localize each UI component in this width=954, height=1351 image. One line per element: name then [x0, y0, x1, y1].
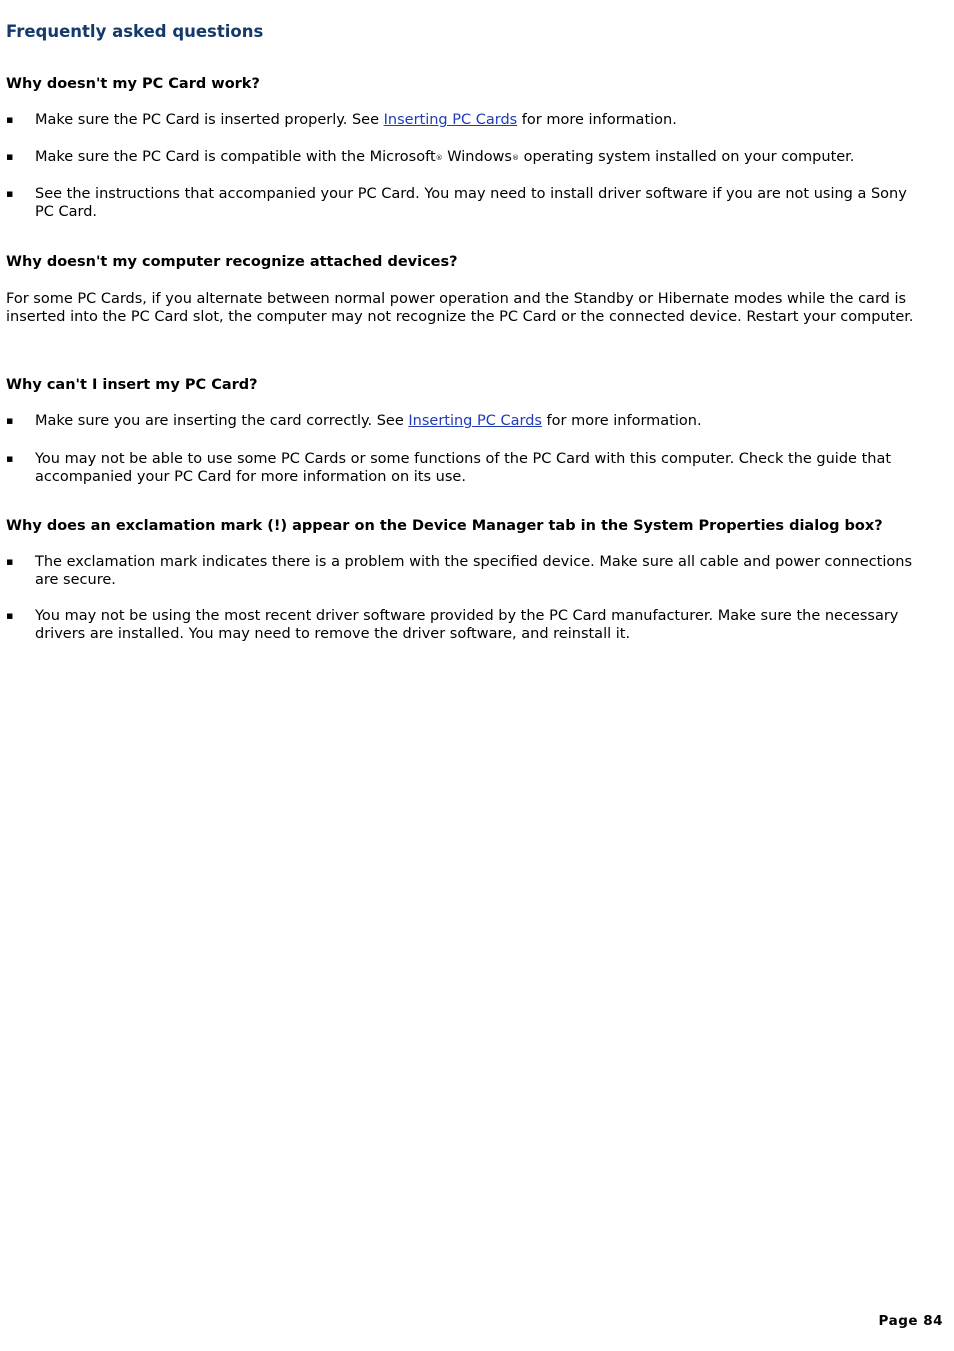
bullet-icon: ▪ — [6, 187, 14, 200]
question-heading: Why doesn't my computer recognize attached devices? — [6, 254, 458, 270]
bullet-icon: ▪ — [6, 150, 14, 163]
list-item-text: You may not be using the most recent driver software provided by the PC Card manufacturer. Make sure the necessary drivers are installed. You may need to remove the driver software, and reinstall it. — [35, 608, 899, 642]
bullet-icon: ▪ — [6, 609, 14, 622]
text-fragment: operating system installed on your computer. — [518, 149, 855, 165]
bullet-icon: ▪ — [6, 414, 14, 427]
list-item-text — [35, 412, 925, 430]
inserting-pc-cards-link[interactable]: Inserting PC Cards — [408, 413, 542, 429]
list-item-text: See the instructions that accompanied your PC Card. You may need to install driver software if you are not using a Sony PC Card. — [35, 186, 907, 220]
page-number: Page 84 — [878, 1313, 943, 1329]
list-item-text — [35, 111, 925, 129]
registered-mark: ® — [435, 154, 443, 162]
list-item-text: You may not be able to use some PC Cards or some functions of the PC Card with this computer. Check the guide that accompanied your PC Card for more information on its use. — [35, 451, 892, 485]
bullet-icon: ▪ — [6, 113, 14, 126]
answer-paragraph: For some PC Cards, if you alternate between normal power operation and the Standby or Hibernate modes while the card is inserted into the PC Card slot, the computer may not recognize the PC Card or the connected device. Restart your computer. — [6, 291, 914, 325]
question-heading: Why doesn't my PC Card work? — [6, 76, 260, 92]
text-fragment: for more information. — [541, 413, 702, 429]
registered-mark: ® — [511, 154, 519, 162]
inserting-pc-cards-link[interactable]: Inserting PC Cards — [383, 112, 518, 128]
question-heading: Why can't I insert my PC Card? — [6, 377, 258, 393]
bullet-icon: ▪ — [6, 555, 14, 568]
text-fragment: Make sure the PC Card is inserted properly. See — [35, 112, 384, 128]
list-item-text: The exclamation mark indicates there is a problem with the specified device. Make sure all cable and power connections are secure. — [35, 554, 912, 588]
question-heading: Why does an exclamation mark (!) appear on the Device Manager tab in the System Properties dialog box? — [6, 518, 883, 534]
text-fragment: for more information. — [517, 112, 677, 128]
list-item-text — [35, 148, 925, 167]
text-fragment: Windows — [442, 149, 512, 165]
text-fragment: Make sure the PC Card is compatible with the Microsoft — [35, 149, 436, 165]
text-fragment: Make sure you are inserting the card correctly. See — [35, 413, 409, 429]
page-title: Frequently asked questions — [6, 22, 264, 41]
bullet-icon: ▪ — [6, 452, 14, 465]
